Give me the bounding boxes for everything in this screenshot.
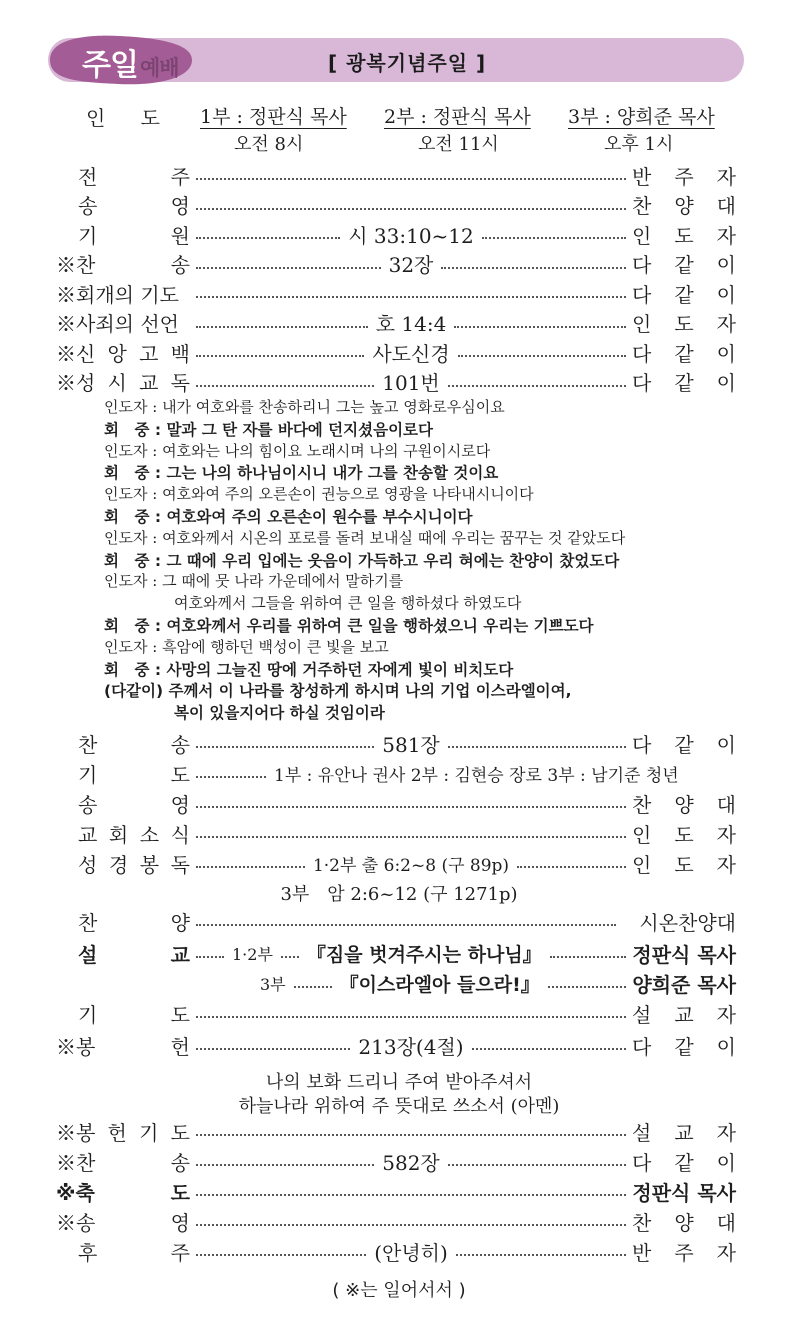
leader-service-2: 2부 : 정판식 목사 (384, 106, 531, 128)
leader-dots (196, 237, 340, 239)
leader-dots (196, 746, 374, 748)
order-value: 1·2부 출 6:2~8 (구 89p) (312, 855, 510, 876)
sermon-preacher-2: 양희준 목사 (632, 972, 736, 997)
leader-dots (196, 866, 305, 868)
leader-dots (281, 956, 299, 958)
leader-dots (196, 1164, 374, 1166)
order-value: 사도신경 (372, 341, 450, 366)
order-row (56, 367, 736, 397)
sermon-preacher-1: 정판식 목사 (632, 942, 736, 967)
leader-dots (448, 1164, 626, 1166)
order-responsible: 다 같 이 (632, 371, 736, 395)
order-label: 송 영 (78, 792, 190, 817)
order-label: ※신 앙 고 백 (56, 341, 190, 366)
order-row (56, 190, 736, 220)
leader-dots (196, 178, 626, 180)
benediction-right: 정판식 목사 (632, 1180, 736, 1205)
order-responsible: 인 도 자 (632, 822, 736, 847)
order-responsible: 찬 양 대 (632, 194, 736, 218)
order-row (56, 1146, 736, 1176)
leaders-label-b: 도 (140, 106, 160, 130)
leader-dots (517, 866, 626, 868)
leader-dots (196, 1194, 626, 1196)
reading-line: 인도자 : 여호와께서 시온의 포로를 돌려 보내실 때에 우리는 꿈꾸는 것 같았도다 (104, 528, 626, 547)
leader-dots (196, 326, 368, 328)
order-label: ※찬 송 (56, 1150, 190, 1175)
order-row (56, 249, 736, 279)
order-row (56, 278, 736, 308)
anthem-label: 찬 양 (78, 910, 190, 935)
order-row (56, 848, 736, 878)
order-row (56, 1116, 736, 1146)
order-label: 전 주 (78, 164, 190, 189)
order-responsible: 찬 양 대 (632, 792, 736, 817)
order-responsible: 반 주 자 (632, 1240, 736, 1265)
order-responsible: 반 주 자 (632, 164, 736, 189)
offering-song-line-1: 나의 보화 드리니 주여 받아주셔서 (265, 1072, 533, 1093)
reading-line: 인도자 : 여호와는 나의 힘이요 노래시며 나의 구원이시로다 (104, 441, 491, 460)
order-label: 성 경 봉 독 (78, 852, 190, 877)
order-row (56, 788, 736, 818)
sermon-title-1: 『짐을 벗겨주시는 하나님』 (306, 943, 542, 966)
order-responsible: 다 같 이 (632, 732, 736, 757)
logo-text (82, 40, 179, 84)
reading-line: 회 중 : 말과 그 탄 자를 바다에 던지셨음이로다 (104, 420, 433, 439)
benediction-label: ※축 도 (56, 1180, 190, 1205)
order-row (56, 1030, 736, 1060)
header-band (48, 38, 744, 82)
reading-line: (다같이) 주께서 이 나라를 창성하게 하시며 나의 기업 이스라엘이여, (104, 682, 572, 701)
leader-dots (456, 1254, 626, 1256)
benediction-row (56, 1176, 736, 1206)
order-label: 찬 송 (78, 732, 190, 757)
order-label: ※성 시 교 독 (56, 371, 190, 395)
leader-time-1: 오전 8시 (234, 134, 304, 155)
order-responsible: 다 같 이 (632, 1150, 736, 1175)
order-label: 송 영 (78, 194, 190, 218)
order-label: 기 도 (78, 762, 190, 787)
leader-dots (196, 208, 626, 210)
reading-line: 인도자 : 그 때에 뭇 나라 가운데에서 말하기를 (104, 572, 404, 591)
reading-line: 회 중 : 그는 나의 하나님이시니 내가 그를 찬송할 것이요 (104, 464, 499, 483)
order-responsible: 다 같 이 (632, 253, 736, 277)
scripture-third-service: 3부 암 2:6~12 (구 1271p) (280, 884, 518, 905)
anthem-right: 시온찬양대 (639, 910, 736, 935)
order-label: ※봉 헌 (56, 1034, 190, 1059)
reading-line: 회 중 : 여호와께서 우리를 위하여 큰 일을 행하셨으니 우리는 기쁘도다 (104, 617, 594, 635)
order-label: ※사죄의 선언 (56, 312, 179, 336)
sermon-prefix-2: 3부 (260, 974, 286, 994)
leader-dots (196, 1016, 626, 1018)
order-row (56, 758, 736, 788)
offering-song-line-2: 하늘나라 위하여 주 뜻대로 쓰소서 (아멘) (238, 1096, 560, 1117)
leader-dots (472, 1048, 626, 1050)
order-value: 1부 : 유안나 권사 2부 : 김현승 장로 3부 : 남기준 청년 (274, 765, 679, 786)
sermon-row-3 (258, 968, 736, 998)
order-responsible: 인 도 자 (632, 312, 736, 336)
order-label: ※찬 송 (56, 253, 190, 277)
leader-time-3: 오후 1시 (604, 134, 674, 155)
order-responsible: 인 도 자 (632, 852, 736, 877)
leader-dots (196, 385, 374, 387)
leader-dots (550, 956, 627, 958)
leader-dots (482, 237, 626, 239)
order-responsible: 인 도 자 (632, 223, 736, 248)
leader-dots (454, 326, 626, 328)
leader-service-3: 3부 : 양희준 목사 (568, 106, 715, 128)
order-row (56, 998, 736, 1028)
leader-dots (196, 296, 626, 298)
leader-dots (294, 986, 332, 988)
order-row (56, 1236, 736, 1266)
leader-dots (441, 267, 626, 269)
leader-dots (196, 956, 224, 958)
reading-line: 복이 있을지어다 하실 것임이라 (174, 704, 385, 723)
order-value: (안녕히) (374, 1240, 448, 1265)
order-value: 시 33:10~12 (348, 223, 474, 248)
order-row (56, 1206, 736, 1236)
order-responsible: 다 같 이 (632, 1034, 736, 1059)
reading-line: 인도자 : 흑암에 행하던 백성이 큰 빛을 보고 (104, 637, 389, 656)
order-row (56, 728, 736, 758)
order-responsible: 설 교 자 (632, 1120, 736, 1145)
footer-note: ( ※는 일어서서 ) (332, 1280, 466, 1301)
order-label: ※봉 헌 기 도 (56, 1120, 190, 1145)
page-title: [ 광복기념주일 ] (328, 51, 487, 75)
sermon-label: 설 교 (78, 942, 190, 967)
order-row (56, 818, 736, 848)
leader-dots (548, 986, 627, 988)
leader-dots (196, 1224, 626, 1226)
logo-small: 예배 (139, 56, 179, 80)
leader-dots (196, 1254, 366, 1256)
leader-service-1: 1부 : 정판식 목사 (200, 106, 347, 128)
sermon-title-2: 『이스라엘아 들으라!』 (339, 973, 540, 996)
sermon-row (56, 938, 736, 968)
order-label: ※송 영 (56, 1210, 190, 1235)
leader-dots (458, 355, 626, 357)
leader-dots (196, 924, 616, 926)
order-row (56, 308, 736, 338)
order-responsible: 다 같 이 (632, 341, 736, 366)
sermon-prefix-1: 1·2부 (232, 944, 273, 964)
leader-dots (196, 1134, 626, 1136)
reading-line: 회 중 : 그 때에 우리 입에는 웃음이 가득하고 우리 혀에는 찬양이 찼었도다 (104, 551, 620, 570)
leader-dots (448, 746, 626, 748)
order-value: 101번 (382, 371, 440, 395)
order-label: 기 원 (78, 223, 190, 248)
logo-main: 주일 (82, 48, 138, 83)
order-label: 후 주 (78, 1240, 190, 1265)
order-label: ※회개의 기도 (56, 282, 179, 307)
order-responsible: 다 같 이 (632, 282, 736, 307)
order-label: 교 회 소 식 (78, 822, 190, 847)
reading-line: 회 중 : 여호와여 주의 오른손이 원수를 부수시니이다 (104, 508, 473, 526)
leader-time-2: 오전 11시 (418, 134, 499, 155)
leaders-label-a: 인 (86, 106, 106, 130)
order-value: 581장 (382, 732, 440, 757)
reading-line: 회 중 : 사망의 그늘진 땅에 거주하던 자에게 빛이 비치도다 (104, 660, 514, 679)
order-value: 582장 (382, 1150, 440, 1175)
leader-dots (196, 836, 626, 838)
order-responsible: 설 교 자 (632, 1002, 736, 1027)
leaders-label (86, 102, 160, 131)
reading-line: 인도자 : 내가 여호와를 찬송하리니 그는 높고 영화로우심이요 (104, 398, 505, 416)
leader-dots (448, 385, 626, 387)
order-row (56, 160, 736, 190)
reading-line: 인도자 : 여호와여 주의 오른손이 권능으로 영광을 나타내시니이다 (104, 485, 534, 504)
leader-dots (196, 776, 266, 778)
order-label: 기 도 (78, 1002, 190, 1027)
order-responsible: 찬 양 대 (632, 1210, 736, 1235)
order-row (56, 219, 736, 249)
order-value: 32장 (388, 253, 434, 277)
leader-dots (196, 806, 626, 808)
leader-dots (196, 267, 381, 269)
reading-line: 여호와께서 그들을 위하여 큰 일을 행하셨다 하였도다 (174, 594, 522, 613)
anthem-row (56, 906, 736, 936)
leader-dots (196, 1048, 350, 1050)
order-row (56, 337, 736, 367)
leader-dots (196, 355, 364, 357)
order-value: 호 14:4 (375, 312, 447, 336)
order-value: 213장(4절) (358, 1034, 464, 1059)
